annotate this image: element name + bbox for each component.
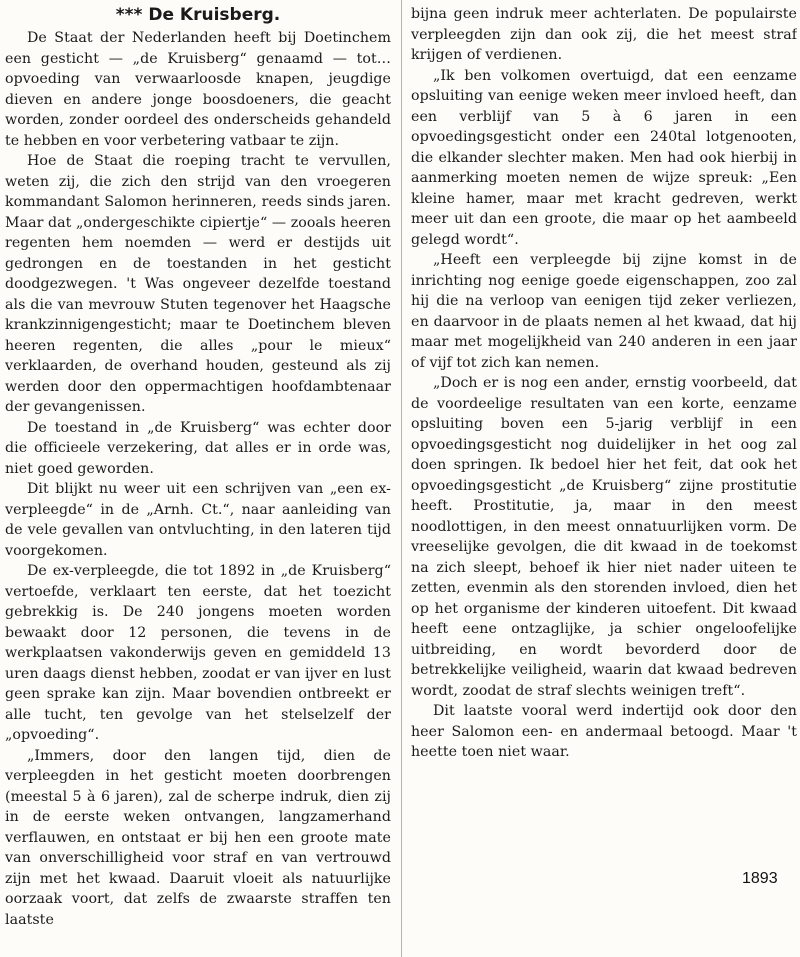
paragraph: Dit laatste vooral werd indertijd ook door den heer Salomon een- en andermaal betoogd. Maar 't heette toen niet waar. — [411, 703, 797, 760]
paragraph: De toestand in „de Kruisberg“ was echter door die officieele verzekering, dat alles er in orde was, niet goed geworden. — [5, 419, 391, 477]
right-column — [411, 4, 797, 954]
paragraph: „Ik ben volkomen overtuigd, dat een eenzame opsluiting van eenige weken meer invloed heeft, dan een verblijf van 5 à 6 jaren in een opvoedingsgesticht onder een 240tal lotgenooten, die elkander slechter maken. Men had ook hierbij in aanmerking moeten nemen de wijze spreuk: „Een kleine hamer, maar met kracht gedreven, werkt meer uit dan een groote, die maar op het aambeeld gelegd wordt“. — [411, 67, 797, 248]
column-divider — [401, 0, 402, 957]
paragraph: Hoe de Staat die roeping tracht te vervullen, weten zij, die zich den strijd van den vroegeren kommandant Salomon herinneren, reeds sinds jaren. Maar dat „ondergeschikte cipiertje“ — zooals heeren regenten hem noemden — werd er destijds uit gedrongen en de toestanden in het gesticht doodgezwegen. 't Was ongeveer dezelfde toestand als die van mevrouw Stuten tegenover het Haagsche krankzinnigengesticht; maar te Doetinchem bleven heeren regenten, die alles „pour le mieux“ verklaarden, de overhand houden, gesteund als zij werden door den oppermachtigen hoofdambtenaar der gevangenissen. — [5, 153, 391, 415]
left-column — [5, 4, 391, 954]
paragraph: De Staat der Nederlanden heeft bij Doetinchem een gesticht — „de Kruisberg“ genaamd — tot… opvoeding van verwaarloosde knapen, jeugdige dieven en andere jonge boosdoeners, die geacht worden, zonder oordeel des onderscheids gehandeld te hebben en voor verbetering vatbaar te zijn. — [5, 30, 391, 149]
paragraph: Dit blijkt nu weer uit een schrijven van „een ex-verpleegde“ in de „Arnh. Ct.“, naar aanleiding van de vele gevallen van ontvluchting, in den lateren tijd voorgekomen. — [5, 481, 391, 559]
article-title: *** De Kruisberg. — [115, 5, 281, 25]
paragraph: „Immers, door den langen tijd, dien de verpleegden in het gesticht moeten doorbrengen (meestal 5 à 6 jaren), zal de scherpe indruk, dien zij in de eerste weken ontvangen, langzamerhand verflauwen, en ontstaat er bij hen een groote mate van onverschilligheid voor straf en van vertrouwd zijn met het kwaad. Daaruit vloeit als natuurlijke oorzaak voort, dat zelfs de zwaarste straffen ten laatste — [5, 747, 391, 928]
paragraph: De ex-verpleegde, die tot 1892 in „de Kruisberg“ vertoefde, verklaart ten eerste, dat het toezicht gebrekkig is. De 240 jongens moeten worden bewaakt door 12 personen, die tevens in de werkplaatsen vakonderwijs geven en gemiddeld 13 uren daags dienst hebben, zoodat er van ijver en lust geen sprake kan zijn. Maar bovendien ontbreekt er alle tucht, ten gevolge van het stelselzelf der „opvoeding“. — [5, 563, 391, 743]
paragraph: „Heeft een verpleegde bij zijne komst in de inrichting nog eenige goede eigenschappen, zoo zal hij die na verloop van eenigen tijd zeker verliezen, en daarvoor in de plaats nemen al het kwaad, dat hij maar met mogelijkheid van 240 anderen in een jaar of vijf tot zich kan nemen. — [411, 252, 797, 371]
year-label: 1893 — [742, 870, 778, 887]
paragraph: „Doch er is nog een ander, ernstig voorbeeld, dat de voordeelige resultaten van een korte, eenzame opsluiting boven een 5-jarig verblijf in een opvoedingsgesticht nog duidelijker in het oog zal doen springen. Ik bedoel hier het feit, dat ook het opvoedingsgesticht „de Kruisberg“ zijne prostitutie heeft. Prostitutie, ja, maar in den meest noodlottigen, in den meest onnatuurlijken vorm. De vreeselijke gevolgen, die dit kwaad in de toekomst na zich sleept, behoef ik hier niet nader uiteen te zetten, evenmin als den storenden invloed, dien het op het organisme der kinderen uitoefent. Dit kwaad heeft eene ontzaglijke, ja schier ongeloofelijke uitbreiding, en wordt bevorderd door de betrekkelijke veiligheid, waarin dat kwaad bedreven wordt, zoodat de straf slechts weinigen treft“. — [411, 375, 797, 699]
paragraph: bijna geen indruk meer achterlaten. De populairste verpleegden zijn dan ook zij, die het meest straf krijgen of verdienen. — [411, 6, 797, 63]
